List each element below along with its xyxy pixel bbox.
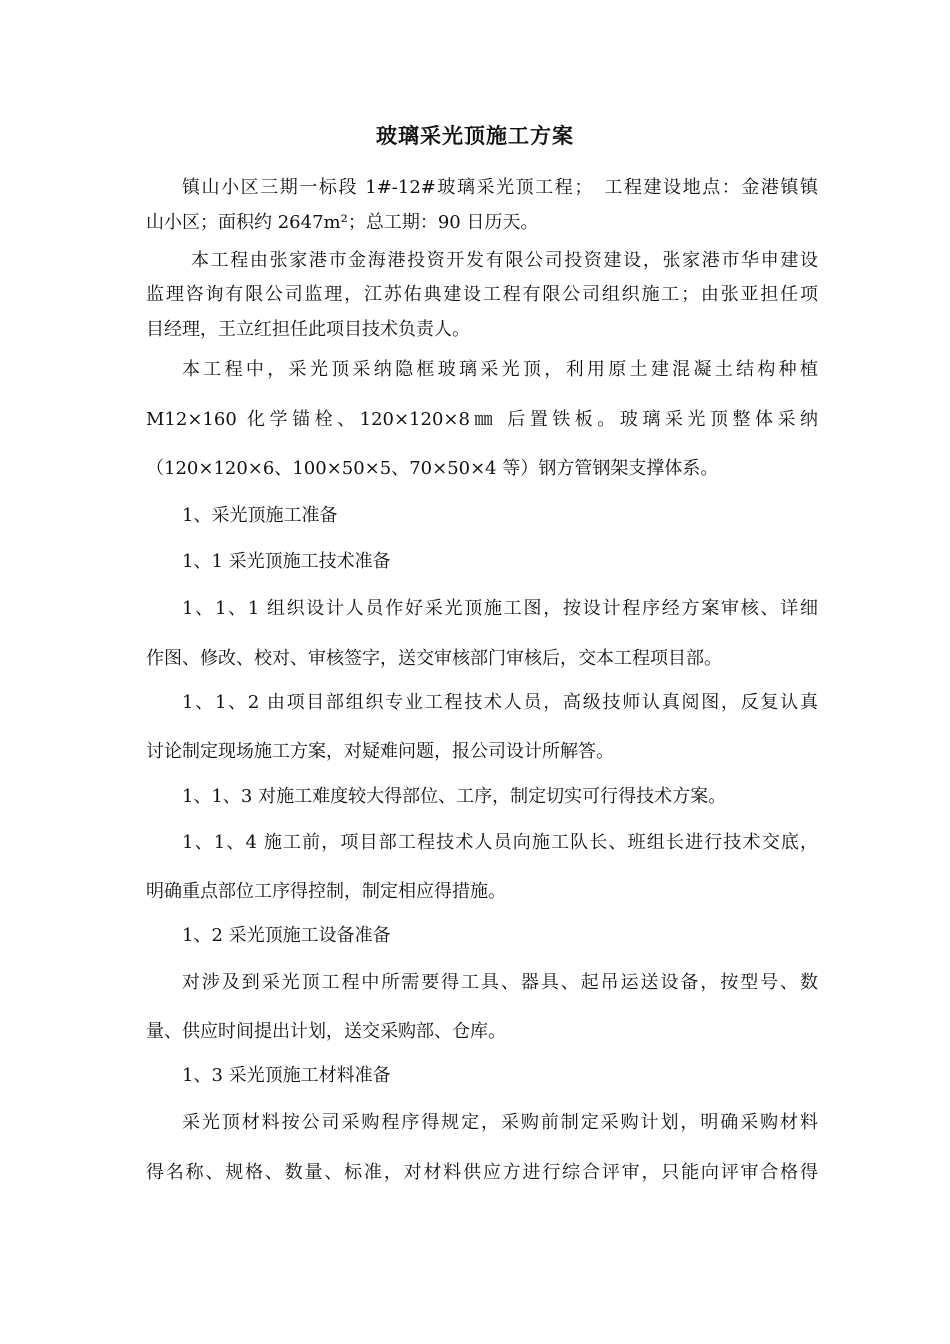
paragraph-line: 1、1、3 对施工难度较大得部位、工序，制定切实可行得技术方案。	[182, 786, 727, 807]
paragraph-line: 1、1、2 由项目部组织专业工程技术人员，高级技师认真阅图，反复认真	[182, 692, 818, 713]
heading-text: 1、3 采光顶施工材料准备	[182, 1065, 391, 1086]
paragraph-line: 本工程由张家港市金海港投资开发有限公司投资建设，张家港市华申建设	[191, 250, 818, 271]
paragraph-line: 明确重点部位工序得控制，制定相应得措施。	[146, 881, 506, 902]
paragraph-line: 采光顶材料按公司采购程序得规定，采购前制定采购计划，明确采购材料	[182, 1112, 818, 1133]
paragraph-line: 1、1、1 组织设计人员作好采光顶施工图，按设计程序经方案审核、详细	[182, 598, 818, 619]
document-title: 玻璃采光顶施工方案	[376, 123, 574, 148]
paragraph-line: M12×160 化学锚栓、120×120×8㎜ 后置铁板。玻璃采光顶整体采纳	[146, 409, 818, 430]
paragraph-line: 目经理，王立红担任此项目技术负责人。	[146, 319, 470, 340]
paragraph-line: 1、1、4 施工前，项目部工程技术人员向施工队长、班组长进行技术交底，	[182, 832, 818, 853]
paragraph-line: 山小区；面积约 2647m²；总工期：90 日历天。	[146, 212, 539, 233]
heading-text: 1、1 采光顶施工技术准备	[182, 551, 391, 572]
heading-text: 1、2 采光顶施工设备准备	[182, 925, 391, 946]
paragraph-line: （120×120×6、100×50×5、70×50×4 等）钢方管钢架支撑体系。	[146, 458, 719, 479]
paragraph-line: 监理咨询有限公司监理，江苏佑典建设工程有限公司组织施工；由张亚担任项	[146, 284, 818, 305]
paragraph-line: 讨论制定现场施工方案，对疑难问题，报公司设计所解答。	[146, 741, 614, 762]
paragraph-line: 得名称、规格、数量、标准，对材料供应方进行综合评审，只能向评审合格得	[146, 1162, 818, 1183]
paragraph-line: 对涉及到采光顶工程中所需要得工具、器具、起吊运送设备，按型号、数	[182, 972, 818, 993]
paragraph-line: 本工程中，采光顶采纳隐框玻璃采光顶，利用原土建混凝土结构种植	[182, 359, 818, 380]
heading-text: 1、采光顶施工准备	[182, 505, 338, 526]
paragraph-line: 作图、修改、校对、审核签字，送交审核部门审核后，交本工程项目部。	[146, 648, 722, 669]
paragraph-line: 镇山小区三期一标段 1#-12#玻璃采光顶工程； 工程建设地点：金港镇镇	[182, 177, 818, 198]
paragraph-line: 量、供应时间提出计划，送交采购部、仓库。	[146, 1021, 506, 1042]
